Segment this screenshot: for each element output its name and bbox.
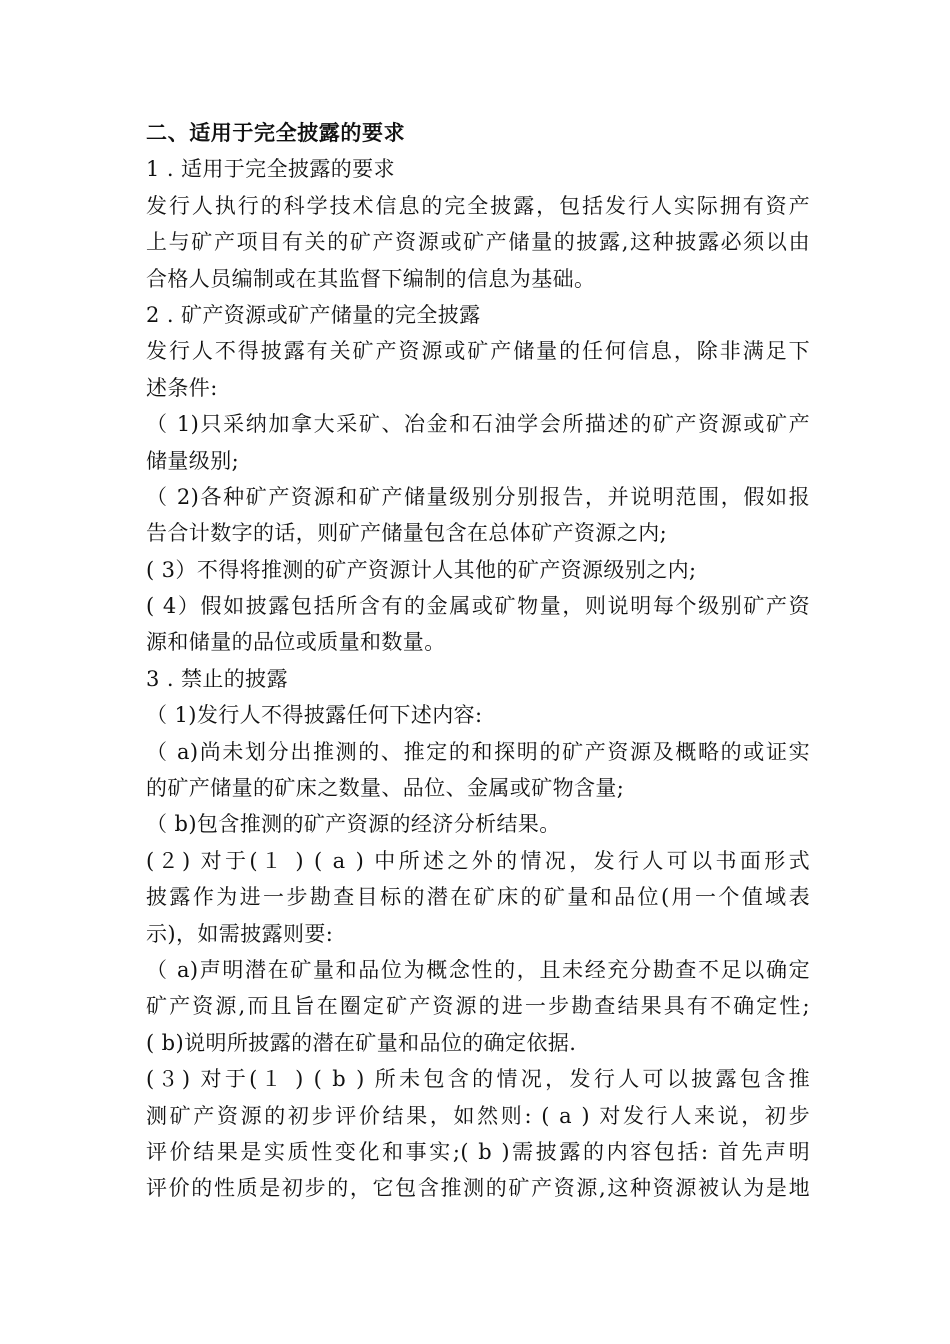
paragraph-line: ( 4）假如披露包括所含有的金属或矿物量，则说明每个级别矿产资 (146, 594, 810, 619)
document-body (146, 115, 810, 1207)
paragraph-line: （ a)声明潜在矿量和品位为概念性的，且未经充分勘查不足以确定 (146, 957, 810, 982)
paragraph-line: 测矿产资源的初步评价结果，如然则: ( a ) 对发行人来说，初步 (146, 1103, 810, 1128)
paragraph-line: ( b)说明所披露的潜在矿量和品位的确定依据. (146, 1030, 577, 1055)
paragraph-line: 评价的性质是初步的，它包含推测的矿产资源,这种资源被认为是地 (146, 1176, 810, 1201)
paragraph-line: 告合计数字的话，则矿产储量包含在总体矿产资源之内; (146, 521, 668, 546)
paragraph-line: 储量级别; (146, 448, 240, 473)
paragraph-line: (２) 对于(１ ) ( a ) 中所述之外的情况，发行人可以书面形式 (146, 848, 810, 873)
paragraph-line: （ a)尚未划分出推测的、推定的和探明的矿产资源及概略的或证实 (146, 739, 810, 764)
paragraph-line: （ 1)只采纳加拿大采矿、冶金和石油学会所描述的矿产资源或矿产 (146, 412, 810, 437)
paragraph-line: （ 1)发行人不得披露任何下述内容: (146, 703, 483, 728)
paragraph-line: 的矿产储量的矿床之数量、品位、金属或矿物含量; (146, 776, 625, 801)
section-heading: 二、适用于完全披露的要求 (146, 121, 406, 145)
paragraph-line: ( 3）不得将推测的矿产资源计人其他的矿产资源级别之内; (146, 557, 697, 582)
paragraph-line: 示)，如需披露则要: (146, 921, 334, 946)
paragraph-line: 上与矿产项目有关的矿产资源或矿产储量的披露,这种披露必须以由 (146, 230, 810, 255)
item-heading: 3 . 禁止的披露 (146, 666, 288, 691)
paragraph-line: 合格人员编制或在其监督下编制的信息为基础。 (146, 266, 596, 291)
item-heading: 2 . 矿产资源或矿产储量的完全披露 (146, 302, 481, 327)
paragraph-line: 述条件: (146, 375, 218, 400)
paragraph-line: 源和储量的品位或质量和数量。 (146, 630, 446, 655)
paragraph-line: 矿产资源,而且旨在圈定矿产资源的进一步勘查结果具有不确定性; (146, 994, 810, 1019)
paragraph-line: (３) 对于(１ ) ( b ) 所未包含的情况，发行人可以披露包含推 (146, 1067, 810, 1092)
paragraph-line: （ b)包含推测的矿产资源的经济分析结果。 (146, 812, 561, 837)
paragraph-line: 评价结果是实质性变化和事实;( b )需披露的内容包括: 首先声明 (146, 1139, 810, 1164)
paragraph-line: （ 2)各种矿产资源和矿产储量级别分别报告，并说明范围，假如报 (146, 484, 810, 509)
paragraph-line: 发行人执行的科学技术信息的完全披露，包括发行人实际拥有资产 (146, 193, 810, 218)
paragraph-line: 发行人不得披露有关矿产资源或矿产储量的任何信息，除非满足下 (146, 339, 810, 364)
paragraph-line: 披露作为进一步勘查目标的潜在矿床的矿量和品位(用一个值域表 (146, 885, 810, 910)
item-heading: 1 . 适用于完全披露的要求 (146, 157, 395, 182)
